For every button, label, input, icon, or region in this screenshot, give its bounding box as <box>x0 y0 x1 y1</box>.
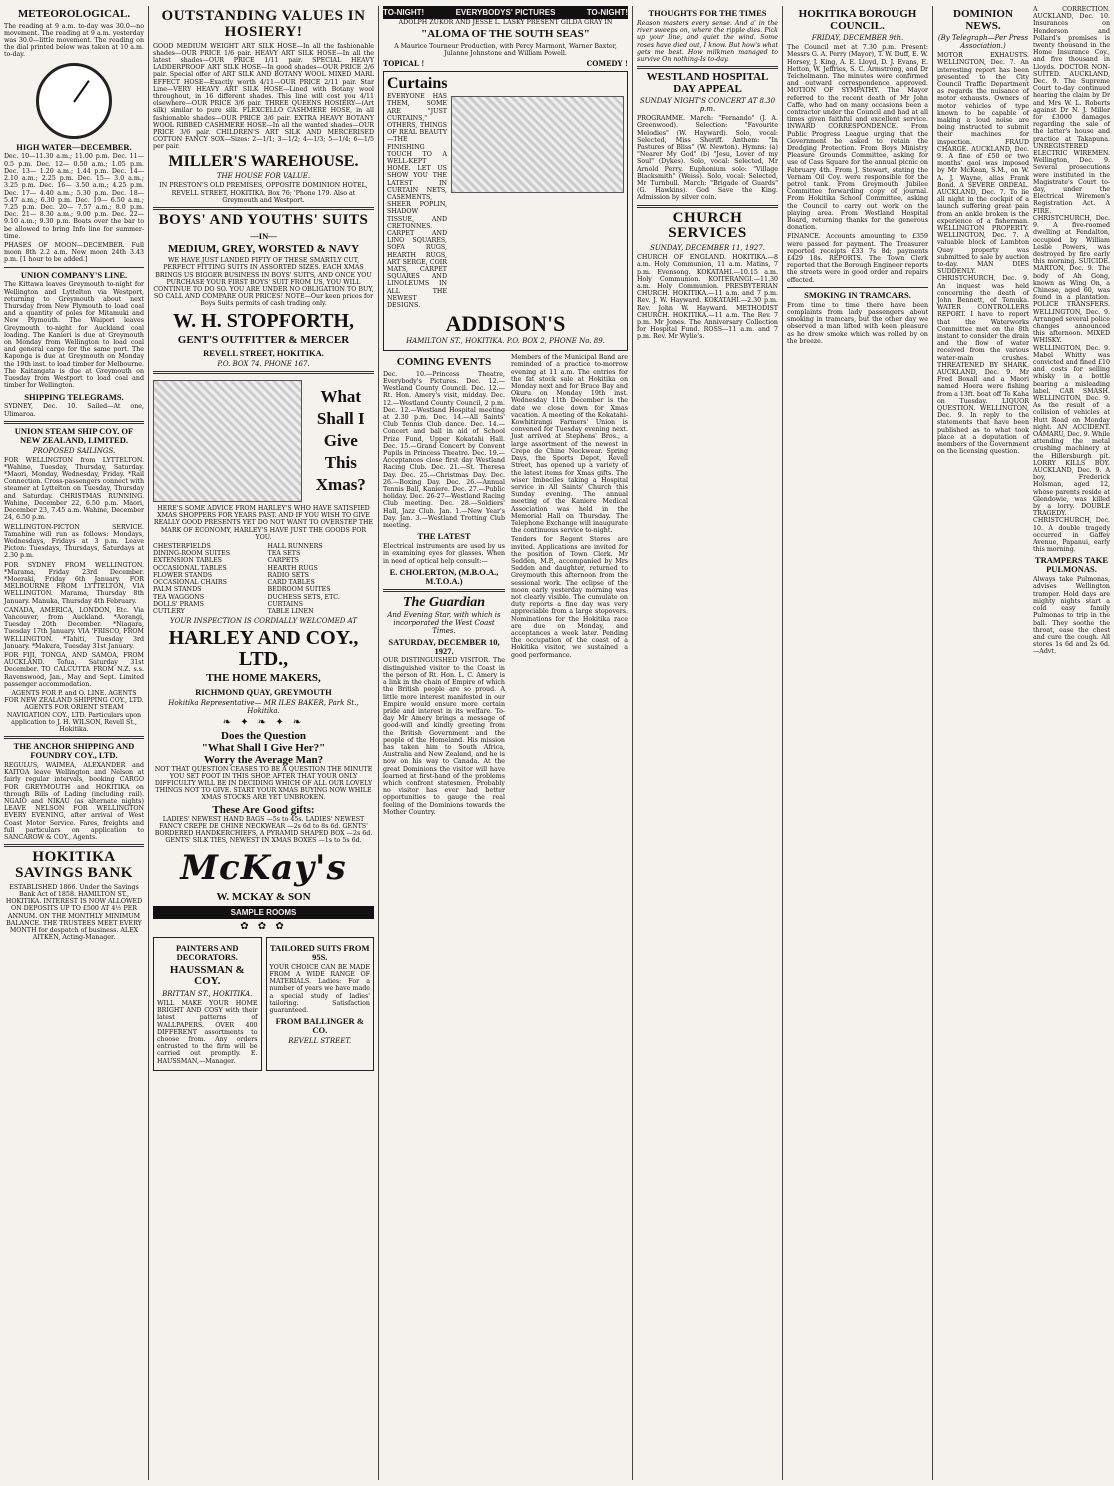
divider <box>4 736 144 739</box>
curtains-illustration <box>451 96 624 193</box>
divider <box>637 205 778 208</box>
boys-heading: BOYS' AND YOUTHS' SUITS <box>158 211 369 228</box>
hosiery-heading: OUTSTANDING VALUES IN HOSIERY! <box>161 8 366 40</box>
furniture-item: RADIO SETS <box>267 571 309 579</box>
harley-illustration-row <box>153 377 374 505</box>
millers-subheading: THE HOUSE FOR VALUE. <box>216 172 311 181</box>
harley-text: HERE'S SOME ADVICE FROM HARLEY'S WHO HAVE SATISFIED XMAS SHOPPERS FOR YEARS PAST. AND IF YOU WISH TO GIVE REALLY GOOD PRESENTS YET DO NOT WANT TO OVERSTEP THE MARK OF ECONOMY, HARLEY'S HAVE JUST THE GOODS FOR YOU. <box>153 505 374 541</box>
guardian-masthead: The Guardian <box>402 594 486 610</box>
col6-split <box>937 6 1110 658</box>
col3-right <box>511 354 628 818</box>
question-line-2: "What Shall I Give Her?" <box>201 741 326 754</box>
divider <box>4 267 144 268</box>
pictures-extras <box>383 59 628 68</box>
smoking-text: From time to time there have been complaints from lady passengers about smoking in tramcars, but the other day we observed a man lifted with keen pleasure as he drew smoke which was rolled by on the breeze. <box>787 301 928 345</box>
finance-text: FINANCE. Accounts amounting to £359 were passed for payment. The Treasurer reported receipts £33 7s 8d; payments £429 18s. REPORTS. The Town Clerk reported that the Borough Engineer reports the streets were in good order and repairs effected. <box>787 233 928 284</box>
ballinger-ad <box>266 937 375 1071</box>
shipping-heading: SHIPPING TELEGRAMS. <box>24 391 124 402</box>
borough-date: FRIDAY, DECEMBER 9th. <box>811 34 904 43</box>
mckays-sample-rooms: SAMPLE ROOMS <box>153 906 374 919</box>
furniture-item: CHESTERFIELDS <box>153 543 211 551</box>
coming-text: Dec. 10.—Princess Theatre, Everybody's Pictures. Dec. 12.—Westland County Council. Dec. 12.—Rt. Hon. Amery's visit, midday. Dec. 12.—Westland County Council, 2 p.m. Dec. 12.—Westland Hospital meeting at 2.30 p.m. Dec. 14.—All Saints' Club Tennis Club dance. Dec. 14.—Concert and ball in aid of School Prize Fund, Upper Kokatahi Hall. Dec. 15.—Grand Concert by Convent Pupils in Princess Theatre. Dec. 19.—Acceptances close first day Westland Racing Club. Dec. 21.—St. Theresa Day. Dec. 25.—Christmas Day. Dec. 26.—Boxing Day. Dec. 26.—Annual Tennis Ball, Kaniere. Dec. 27.—Public holiday. Dec. 26-27—Westland Racing Club meeting. Dec. 28.—Soldiers' Hall, Jazz Club. Jan. 1.—New Year's Day. Jan. 3.—Westland Trotting Club meeting. <box>383 370 505 530</box>
union-heading: UNION COMPANY'S LINE. <box>20 269 128 280</box>
pictures-banner <box>383 6 628 19</box>
anchor-text: REGULUS, WAIMEA, ALEXANDER and KAITOA leave Wellington and Nelson at fairly regular intervals, booking CARGO FOR GREYMOUTH and HOKITIKA on through Bills of Lading (including rail). NGAIO and NIKAU (as alternate nights) LEAVE NELSON FOR WELLINGTON EVERY EVENING, after arrival of West Coast Motor Service. Fares, freights and full particulars on application to SANCAROW & COY., Agents. <box>4 762 144 842</box>
column-6 <box>933 6 1114 1480</box>
furniture-item: TABLE LINEN <box>267 607 314 615</box>
furniture-item: DOLLS' PRAMS <box>153 600 204 608</box>
divider <box>4 844 144 847</box>
divider <box>4 421 144 424</box>
furniture-item: HEARTH RUGS <box>267 564 318 572</box>
borough-heading: HOKITIKA BOROUGH COUNCIL. <box>798 8 917 32</box>
borough-text: The Council met at 7.30 p.m. Present: Messrs G. A. Perry (Mayor), T. W. Duff, E. W. Horsey, J. King, A. E. Lloyd, D. J. Evans, E. Hetton, W. Jeffries, S. C. Armstrong, and Dr Teichelmann. The minutes were confirmed and outward correspondence approved. MOTION OF SYMPATHY. The Mayor referred to the recent death of Mr John Caffe, who had on many occasions been a contractor under the Council and had at all times given faithful and excellent service. INWARD CORRESPONDENCE. From Public Progress League urging that the Government be asked to retain the Dredging Protection. From Boys Ministry Pleasure Grounds Committee, asking for use of Cass Square for the annual picnic on February 4th. From J. Stewart, stating the Vernam Oil Coy. were responsible for the petrol tank. From Greymouth Jubilee Committee forwarding copy of journal. From Hokitika School Committee, asking the Council to carry out work on the playing area. From Westland Hospital Board, returning thanks for the generous donation. <box>787 44 928 232</box>
mckays-subheading: W. MCKAY & SON <box>216 891 311 904</box>
divider <box>787 287 928 288</box>
tides-heading: HIGH WATER—DECEMBER. <box>16 141 132 152</box>
addison-ad <box>383 71 628 351</box>
haussman-ad <box>153 937 262 1071</box>
stopforth-subheading: GENT'S OUTFITTER & MERCER <box>177 333 350 346</box>
canada-text: CANADA, AMERICA, LONDON, Etc. Via Vancouver, from Auckland. *Aorangi, Tuesday 20th December. *Niagara, Tuesday 17th January. VIA 'FRISCO, FROM WELLINGTON. *Tahiti, Tuesday 3rd January. *Makura, Tuesday 31st January. <box>4 606 144 650</box>
furniture-illustration <box>153 380 302 502</box>
col3-left <box>383 354 505 818</box>
meteo-heading: METEOROLOGICAL. <box>17 8 131 20</box>
column-4 <box>633 6 782 1480</box>
barometer-dial-icon <box>36 63 112 139</box>
pictures-film-sub: A Maurice Tourneur Production, with Percy Marmont, Warner Baxter, Julanne Johnstone and William Powell. <box>394 42 617 57</box>
furniture-item: DUCHESS SETS, ETC. <box>267 593 340 601</box>
meteo-text: The reading at 9 a.m. to-day was 30.0—no movement. The reading at 9 a.m. yesterday was 30.0—little movement. The reading on the dial printed below was taken at 10 a.m. to-day. <box>4 22 144 59</box>
furniture-item: CARPETS <box>267 557 299 565</box>
bank-text: ESTABLISHED 1866. Under the Savings Bank Act of 1858. HAMILTON ST., HOKITIKA. INTEREST IS NOW ALLOWED ON DEPOSITS UP TO £500 AT 4½ PER ANNUM. ON THE MONTHLY MINIMUM BALANCE. THE TRUSTEES MEET EVERY MONTH for despatch of business. ALEX AITKEN, Acting-Manager. <box>5 883 143 942</box>
millers-address: IN PRESTON'S OLD PREMISES, OPPOSITE DOMINION HOTEL, REVELL STREET, HOKITIKA. Box 76; 'Phone 179. Also at Greymouth and Westport. <box>159 182 368 204</box>
pictures-text: ADOLPH ZUKOR AND JESSE L. LASKY PRESENT GILDA GRAY IN <box>398 19 613 26</box>
anchor-heading: THE ANCHOR SHIPPING AND FOUNDRY COY., LTD. <box>13 741 135 761</box>
inspection-text: YOUR INSPECTION IS CORDIALLY WELCOMED AT <box>170 617 357 626</box>
thoughts-heading: THOUGHTS FOR THE TIMES <box>648 8 767 18</box>
haussman-text: WILL MAKE YOUR HOME BRIGHT AND COSY with their latest patterns of WALLPAPERS. OVER 400 DIFFERENT assortments to choose from. Any orders entrusted to the firm will be carried out promptly. E. HAUSSMAN,—Manager. <box>157 999 258 1065</box>
sydney-text: FOR SYDNEY FROM WELLINGTON. *Marama, Friday 23rd December. *Moeraki, Friday 6th January. FOR MELBOURNE FROM LYTTELTON, VIA WELLINGTON. Marama, Thursday 8th January. Manuka, Thursday 4th February. <box>4 561 144 605</box>
furniture-item: EXTENSION TABLES <box>153 557 222 565</box>
divider <box>637 66 778 69</box>
divider <box>153 371 374 374</box>
stopforth-box: P.O. BOX 74. PHONE 167. <box>217 360 310 369</box>
haussman-head: PAINTERS AND DECORATORS. <box>176 942 239 962</box>
guardian-date: SATURDAY, DECEMBER 10, 1927. <box>388 636 500 656</box>
shipping-text: SYDNEY, Dec. 10. Sailed—At one, Ulimaroa. <box>4 403 144 418</box>
furniture-item: BEDROOM SUITES <box>267 586 331 594</box>
optician: E. CHOLERTON, (M.B.O.A., M.T.O.A.) <box>389 566 499 586</box>
furniture-item: OCCASIONAL TABLES <box>153 564 227 572</box>
furniture-item: DINING-ROOM SUITES <box>153 550 231 558</box>
westland-subheading: SUNDAY NIGHT'S CONCERT AT 8.30 p.m. <box>639 97 776 114</box>
tenders-text: Tenders for Regent Stores are invited. Applications are invited for the position of Town Clerk. Mr Sedden, M.P., accompanied by Mrs Sedden and daughter, returned to Greymouth this afternoon from the sessional work. The eclipse of the moon early yesterday morning was not clearly visible. The cumulate on duty reports a fine day was very appreciable from a large stopovers. Nominations for the Hokitika race are due on Monday, and acceptances a week later. Pending the occupation of the coast of a Hokitika visitor, we sustained a good performance. <box>511 536 628 659</box>
harley-heading: HARLEY AND COY., LTD., <box>168 627 359 671</box>
bank-heading: HOKITIKA SAVINGS BANK <box>15 849 133 882</box>
millers-heading: MILLER'S WAREHOUSE. <box>168 152 359 170</box>
furniture-item: CURTAINS <box>267 600 303 608</box>
furniture-item: HALL RUNNERS <box>267 543 323 551</box>
mckays-logo: McKay's <box>180 848 347 889</box>
smoking-heading: SMOKING IN TRAMCARS. <box>804 289 911 300</box>
ballinger-heading: FROM BALLINGER & CO. <box>275 1016 364 1036</box>
boys-in: —IN— <box>250 230 277 241</box>
haussman-address: BRITTAN ST., HOKITIKA. <box>162 989 253 998</box>
agents-text: AGENTS FOR P. and O. LINE. AGENTS FOR NEW ZEALAND SHIPPING COY., LTD. AGENTS FOR ORIENT STEAM NAVIGATION COY., LTD. Particulars upon application to J. H. WILSON, Revell St., Hokitika. <box>4 689 144 733</box>
tides-text: Dec. 10—11.30 a.m.; 11.00 p.m. Dec. 11— 0.5 p.m. Dec. 12— 0.50 a.m.; 1.05 p.m. Dec. 13— 1.20 a.m.; 1.44 p.m. Dec. 14— 2.10 a.m.; 2.25 p.m. Dec. 15— 3.0 a.m.; 3.25 p.m. Dec. 16— 3.50 a.m.; 4.25 p.m. Dec. 17— 4.40 a.m.; 5.30 p.m. Dec. 18— 5.47 a.m.; 6.30 p.m. Dec. 19— 6.50 a.m.; 7.25 p.m. Dec. 20— 7.57 a.m.; 8.0 p.m. Dec. 21— 8.30 a.m.; 9.00 p.m. Dec. 22— 9.10 a.m.; 9.30 p.m. Boats over the bar to be allowed to bring Info line for summer-time. <box>4 153 144 240</box>
ornament: ❧ ✦ ❧ ✦ ❧ <box>222 716 305 728</box>
bottom-ads <box>153 934 374 1074</box>
comedy-label: COMEDY ! <box>586 59 628 69</box>
harley-address: RICHMOND QUAY, GREYMOUTH <box>195 686 332 697</box>
column-5 <box>783 6 932 1480</box>
furniture-list <box>153 543 374 615</box>
col3-split <box>383 354 628 818</box>
furniture-item: CUTLERY <box>153 607 185 615</box>
programme-text: PROGRAMME. March: "Fernando" (J. A. Greenwood). Selection: "Favourite Melodies" (W. Hayward). Solo, vocal: Selected, Miss Sheriff. Anthem: "In Pastures of Bliss" (W. Newton). Hymns: (a) "Nearer My God" (b) "Jesu, Lover of my Soul" (Dykes). Solo, vocal: Selected, Mr Arnold Perry. Euphonium solo: "Village Blacksmith" (Weiss). Solo, vocal: Selected, Mr Turnbull. March: "Brigade of Guards" (G. Hawkins). God Save the King. Admission by silver coin. <box>637 115 778 202</box>
church-date: SUNDAY, DECEMBER 11, 1927. <box>650 244 765 253</box>
furniture-item: PALM STANDS <box>153 586 202 594</box>
addison-address: HAMILTON ST., HOKITIKA. P.O. BOX 2, PHONE No. 89. <box>406 337 605 346</box>
latest-text: Electrical instruments are used by us in examining eyes for glasses. When in need of optical help consult:— <box>383 543 505 565</box>
uss-subheading: PROPOSED SAILINGS. <box>32 446 116 455</box>
pictures-tonight-right: TO-NIGHT! <box>586 8 628 17</box>
furniture-item: CARD TABLES <box>267 579 315 587</box>
furniture-item: TEA WAGGONS <box>153 593 205 601</box>
col7-text: A CORRECTION. AUCKLAND, Dec. 10. Insurances on Henderson and Pollard's premises is twenty thousand in the Home Insurance Coy., and five thousand in Lloyds. DOCTOR NON-SUITED. AUCKLAND, Dec. 9. The Supreme Court to-day continued hearing the claim by Dr and Mrs W. L. Roberts against Dr N. J. Miller for £3000 damages regarding the sale of the latter's house and practice at Takapuna. UNREGISTERED ELECTRIC WIREMEN. Wellington, Dec. 9. Several prosecutions were instituted in the Magistrate's Court to-day, under the Electrical Wiremen's Registration Act. A FIRE. CHRISTCHURCH, Dec. 9. A five-roomed dwelling at Fendalton, occupied by William Leslie Powers, was destroyed by fire early this morning. SUICIDE. MARTON, Dec. 9. The body of Ah Gong, known as Wing On, a Chinese, aged 60, was found in a plantation. POLICE TRANSFERS. WELLINGTON, Dec. 9. Arranged several police changes announced this afternoon. MIXED WHISKY. WELLINGTON, Dec. 9. Mabel Whitty was convicted and fined £10 and costs for selling whisky in a bottle bearing a misleading label. CAR SMASH. WELLINGTON, Dec. 9. As the result of a collision of vehicles at Hutt Road on Monday night. AN ACCIDENT. OAMARU, Dec. 9. While attending the metal crushing machinery at the Hillersburgh pit. LORRY KILLS BOY. AUCKLAND, Dec. 9. A boy, Frederick Holsman, aged 12, whose parents reside at Glendowie, was killed by a lorry. DOUBLE TRAGEDY. CHRISTCHURCH, Dec. 10. A double tragedy occurred in Gaffey Avenue, Papanui, early this morning. <box>1033 6 1110 554</box>
dominion-sub: (By Telegraph—Per Press Association.) <box>937 34 1029 51</box>
question-line-1: Does the Question <box>221 729 306 742</box>
boys-subheading: MEDIUM, GREY, WORSTED & NAVY <box>167 242 360 255</box>
furniture-item: TEA SETS <box>267 550 301 558</box>
poem-text: Reason masters every sense. And a' in the river sweeps on, where the ripple dies. Pick up your line, and quiet the wind. Some roses have died out, I know. But how's what gets me best. How milkmen managed to survive On nothing-Is to-day. <box>637 19 778 63</box>
pictures-title: EVERYBODYS' PICTURES <box>455 8 556 17</box>
furniture-item: FLOWER STANDS <box>153 571 213 579</box>
curtains-row <box>387 93 624 311</box>
topical-label: TOPICAL ! <box>383 59 425 69</box>
gifts-heading: These Are Good gifts: <box>212 803 315 816</box>
stopforth-heading: W. H. STOPFORTH, <box>172 309 354 332</box>
whatshall-heading: What Shall I Give This Xmas? <box>315 387 366 495</box>
hosiery-text: GOOD MEDIUM WEIGHT ART SILK HOSE—In all the fashionable shades—OUR PRICE 1/6 pair. HEAVY ART SILK HOSE—In all the latest shades—OUR PRICE 1/11 pair. SPECIAL HEAVY LADDERPROOF ART SILK HOSE—In good shades—OUR PRICE 2/6 pair. Special offer of ART SILK AND BOTANY WOOL MIXED MARL EFFECT HOSE—Exactly worth 4/11—OUR PRICE 2/11 pair. Star Line—VERY HEAVY ART SILK HOSE—Lined with Botany wool throughout, in 16 different shades. This line will cost you 4/11 elsewhere—OUR PRICE 3/6 pair. THREE QUEENS HOSIERY—(Art silk) similar to pure silk. FLEXCELLO CASHMERE HOSE, in all fashionable shades—OUR PRICE 3/6 pair. EXTRA HEAVY BOTANY WOOL RIBBED CASHMERE HOSE—In all the wanted shades—OUR PRICE 3/6 pair. CHILDREN'S ART SILK AND MERCERISED COTTON FANCY SOX—Sizes: 2—1/1; 3—1/2; 4—1/3; 5—1/4; 6—1/5 per pair. <box>153 42 374 151</box>
column-2 <box>149 6 378 1480</box>
guardian-sub: And Evening Star, with which is incorporated the West Coast Times. <box>387 610 501 635</box>
boys-text: WE HAVE JUST LANDED FIFTY OF THESE SMARTLY CUT, PERFECT FITTING SUITS IN ASSORTED SIZES. EACH XMAS BRINGS US BIGGER BUSINESS IN BOYS' SUITS, AND ONCE YOU PURCHASE YOUR FIRST BOYS' SUIT FROM US, YOU WILL CONTINUE TO DO SO. YOU ARE UNDER NO OBLIGATION TO BUY, SO CALL AND COMPARE OUR PRICES! NOTE—Our keen prices for Boys Suits permits of cash trading only. <box>153 257 374 308</box>
divider <box>153 207 374 210</box>
editorial-text: OUR DISTINGUISHED VISITOR. The distinguished visitor to the Coast in the person of Rt. Hon. L. C. Amery is a link in the chain of Empire of which the British people are so proud. A little more interest manifested in our Empire would ensure more certain pride and interest in its welfare. To-day Mr Amery brings a message of good-will and kindly greeting from the British Government and the people of the Homeland. His mission has taken him to South Africa, Australia and New Zealand, and he is now on his way to Canada. At the great Dominions the visitor will have learned at first-hand of the problems which confront statesmen. Probably no visitor has ever had better opportunities to gauge the real feeling of the Dominions towards the Mother Country. <box>383 657 505 816</box>
gifts-text: LADIES' NEWEST HAND BAGS —5s to 45s. LADIES' NEWEST FANCY CREPE DE CHINE NECKWEAR —2s 6d to 8s 6d. GENTS' BORDERED HANDKERCHIEFS, A PYRAMID SHAPED BOX —2s 6d. GENTS' SILK TIES, NEWEST IN XMAS BOXES —1s to 5s 6d. <box>154 815 373 845</box>
uss-text: FOR WELLINGTON from LYTTELTON. *Wahine, Tuesday, Thursday, Saturday. *Maori, Monday, Wednesday, Friday. *Rail Connection. Cross-passengers connect with steamer at Lyttelton on Tuesday, Thursday and Saturday. CHRISTMAS RUNNING. Wahine, December 22, 6.50 p.m. Maori, December 23, 7.45 a.m. Wahine, December 24, 6.50 p.m. <box>4 456 144 522</box>
dominion-news-cont <box>1033 6 1110 658</box>
tramp-text: Always take Pulmonas, advises Wellington tramper. Hold days are mighty nights start a cold easy family Pulmonas to trip in the ball. They soothe the throat, ease the chest and cure the cough. All stores 1s 6d and 2s 6d.—Advt. <box>1033 576 1110 656</box>
latest-heading: THE LATEST <box>417 531 471 542</box>
moon-text: PHASES OF MOON—DECEMBER. Full moon 8th 2.2 a.m. New moon 24th 3.43 p.m. [1 hour to be added.] <box>4 241 144 264</box>
column-3 <box>379 6 632 1480</box>
dominion-heading: DOMINION NEWS. <box>953 8 1013 32</box>
picton-text: WELLINGTON-PICTON SERVICE. Tamahine will run as follows: Mondays, Wednesdays, Fridays at 3 p.m. Leave Picton: Tuesdays, Thursdays, Saturdays at 2.30 p.m. <box>4 523 144 560</box>
harley-rep: Hokitika Representative— MR ILES BAKER, Park St., Hokitika. <box>168 698 359 715</box>
westland-heading: WESTLAND HOSPITAL DAY APPEAL <box>646 71 769 95</box>
church-heading: CHURCH SERVICES <box>668 209 747 242</box>
ballinger-address: REVELL STREET. <box>288 1037 352 1046</box>
pictures-film-title: "ALOMA OF THE SOUTH SEAS" <box>421 28 590 41</box>
column-1 <box>0 6 148 1480</box>
coming-heading: COMING EVENTS <box>396 356 492 369</box>
curtains-text: EVERYONE HAS THEM, SOME ARE "JUST CURTAINS," OTHERS, THINGS OF REAL BEAUTY—THE FINISHING TOUCH TO A WELL-KEPT HOME. LET US SHOW YOU THE LATEST IN CURTAIN NETS, CASEMENTS, SHEER POPLIN, SHADOW TISSUE, AND CRETONNES. CARPET AND LINO SQUARES, SOFA RUGS, HEARTH RUGS, ART SERGE, COIR MATS, CARPET SQUARES AND LINOLEUMS IN ALL THE NEWEST DESIGNS. <box>387 93 447 310</box>
mckays-text: NOT THAT QUESTION CEASES TO BE A QUESTION THE MINUTE YOU SET FOOT IN THIS SHOP. AFTER THAT YOUR ONLY DIFFICULTY WILL BE IN DECIDING WHICH OF ALL OUR LOVELY THINGS NOT TO GIVE. START YOUR XMAS BUYING NOW WHILE XMAS STOCKS ARE YET UNBROKEN. <box>154 765 373 802</box>
dominion-news <box>937 6 1029 658</box>
ballinger-text: YOUR CHOICE CAN BE MADE FROM A WIDE RANGE OF MATERIALS. Ladies: For a number of years we have made a special study of ladies' tailoring. Satisfaction guaranteed. <box>269 963 370 1015</box>
stopforth-address: REVELL STREET, HOKITIKA. <box>203 348 324 359</box>
addison-heading: ADDISON'S <box>445 311 566 337</box>
dominion-text: MOTOR EXHAUSTS. WELLINGTON, Dec. 7. An interesting report has been presented to the City Council Traffic Department as regards the nuisance of motor exhausts. Owners of motor vehicles of type known to be capable of making a loud noise are being instructed to submit their machines for inspection. FRAUD CHARGE. AUCKLAND, Dec. 9. A fine of £50 or two months' gaol was imposed by Mr McKean, S.M., on W. A. J. Wayne, alias Frank Bond. A SEVERE ORDEAL. AUCKLAND, Dec. 7. To lie all night in the cockpit of a launch suffering great pain from an ankle broken is the experience of a fisherman. WELLINGTON PROPERTY. WELLINGTON, Dec. 7. A valuable block of Lambton Quay property was submitted to sale by auction to-day. MAN DIES SUDDENLY. CHRISTCHURCH, Dec. 9. An inquest was held concerning the death of John Bennett, of Temuka. WATER CONTROLLERS REPORT. I have to report that the Waterworks Committee met on the 8th instant to consider the drain and the flow of water received from the various water-main crushes. THREATENED BY SHARK. AUCKLAND, Dec. 9. Mr Fred Boxall and a Maori named Hoera were fishing from a 13ft. boat off Te Kaha on Tuesday. LIQUOR QUESTION. WELLINGTON, Dec. 9. In reply to the statements that have been published as to what took place at a deputation of members of the Government on the licensing question. <box>937 52 1029 456</box>
pictures-tonight-left: TO-NIGHT! <box>383 8 425 17</box>
curtains-heading: Curtains <box>387 75 448 93</box>
furniture-item: OCCASIONAL CHAIRS <box>153 579 227 587</box>
fiji-text: FOR FIJI, TONGA, AND SAMOA, FROM AUCKLAND. Tofua, Saturday 31st December. TO CALCUTTA FROM N.Z. s.s. Ravenswood, Jan., May and Sept. Limited passenger accommodation. <box>4 651 144 688</box>
question-line-3: Worry the Average Man? <box>203 753 324 766</box>
uss-heading: UNION STEAM SHIP COY. OF NEW ZEALAND, LIMITED. <box>14 425 134 445</box>
col4-text: Members of the Municipal Band are reminded of a practice to-morrow evening at 11 a.m. The entries for the fat stock sale at Hokitika on Monday next and for Bruce Bay and Okuru on Monday 19th inst. Wednesday 11th December is the date we close down for Xmas vacation. A meeting of the Kokatahi-Kowhitirangi Farmers' Union is convened for Tuesday evening next. Just arrived at Stephens' Bros., a large assortment of the newest in Crepe de Chine Neckwear. Spring Days, the Sports Depot, Revell Street, has opened up a variety of the latest items for Xmas gifts. The wiser Imbeciles taking a Hospital service in All Saints' Church this Sunday evening. The annual meeting of the Kaniere Medical Association was held in the Memorial Hall on Thursday. The Telephone Exchange will inaugurate the continuous service to-night. <box>511 354 628 535</box>
church-text: CHURCH OF ENGLAND. HOKITIKA.—8 a.m. Holy Communion, 11 a.m. Matins, 7 p.m. Evensong. KOKATAHI.—10.15 a.m. Holy Communion. KOITERANGI.—11.30 a.m. Holy Communion. PRESBYTERIAN CHURCH. HOKITIKA.—11 a.m. and 7 p.m. Rev. J. W. Hayward. KOKATAHI.—2.30 p.m. Rev. John W. Hayward. METHODIST CHURCH. HOKITIKA.—11 a.m. The Rev. 7 p.m. Mr Jones. The Anniversary Collection for Hospital Fund. ROSS—11 a.m. and 7 p.m. Rev. Mr Wylie's. <box>637 254 778 341</box>
divider <box>383 589 505 592</box>
ballinger-head: TAILORED SUITS FROM 95S. <box>270 942 370 962</box>
ornament: ✿ ✿ ✿ <box>240 920 287 932</box>
harley-subheading: THE HOME MAKERS, <box>206 672 321 685</box>
tramp-heading: TRAMPERS TAKE PULMONAS. <box>1034 555 1109 575</box>
haussman-heading: HAUSSMAN & COY. <box>169 963 245 988</box>
union-text: The Kittawa leaves Greymouth to-night for Wellington and Lyttelton via Westport, returning to Greymouth about next Thursday from New Plymouth to load coal and a quantity of poles for Mitamuki and New Plymouth. The Waipori leaves Greymouth to-night for Auckland coal loading. The Kanieri is due at Greymouth on Monday from Wellington to load coal and general cargo for the same port. The Kaponga is due at Greymouth on Monday the 19th inst. to load timber for Melbourne. The Kaitangata is due at Greymouth on Tuesday from Westport to load coal and timber for Wellington. <box>4 281 144 390</box>
